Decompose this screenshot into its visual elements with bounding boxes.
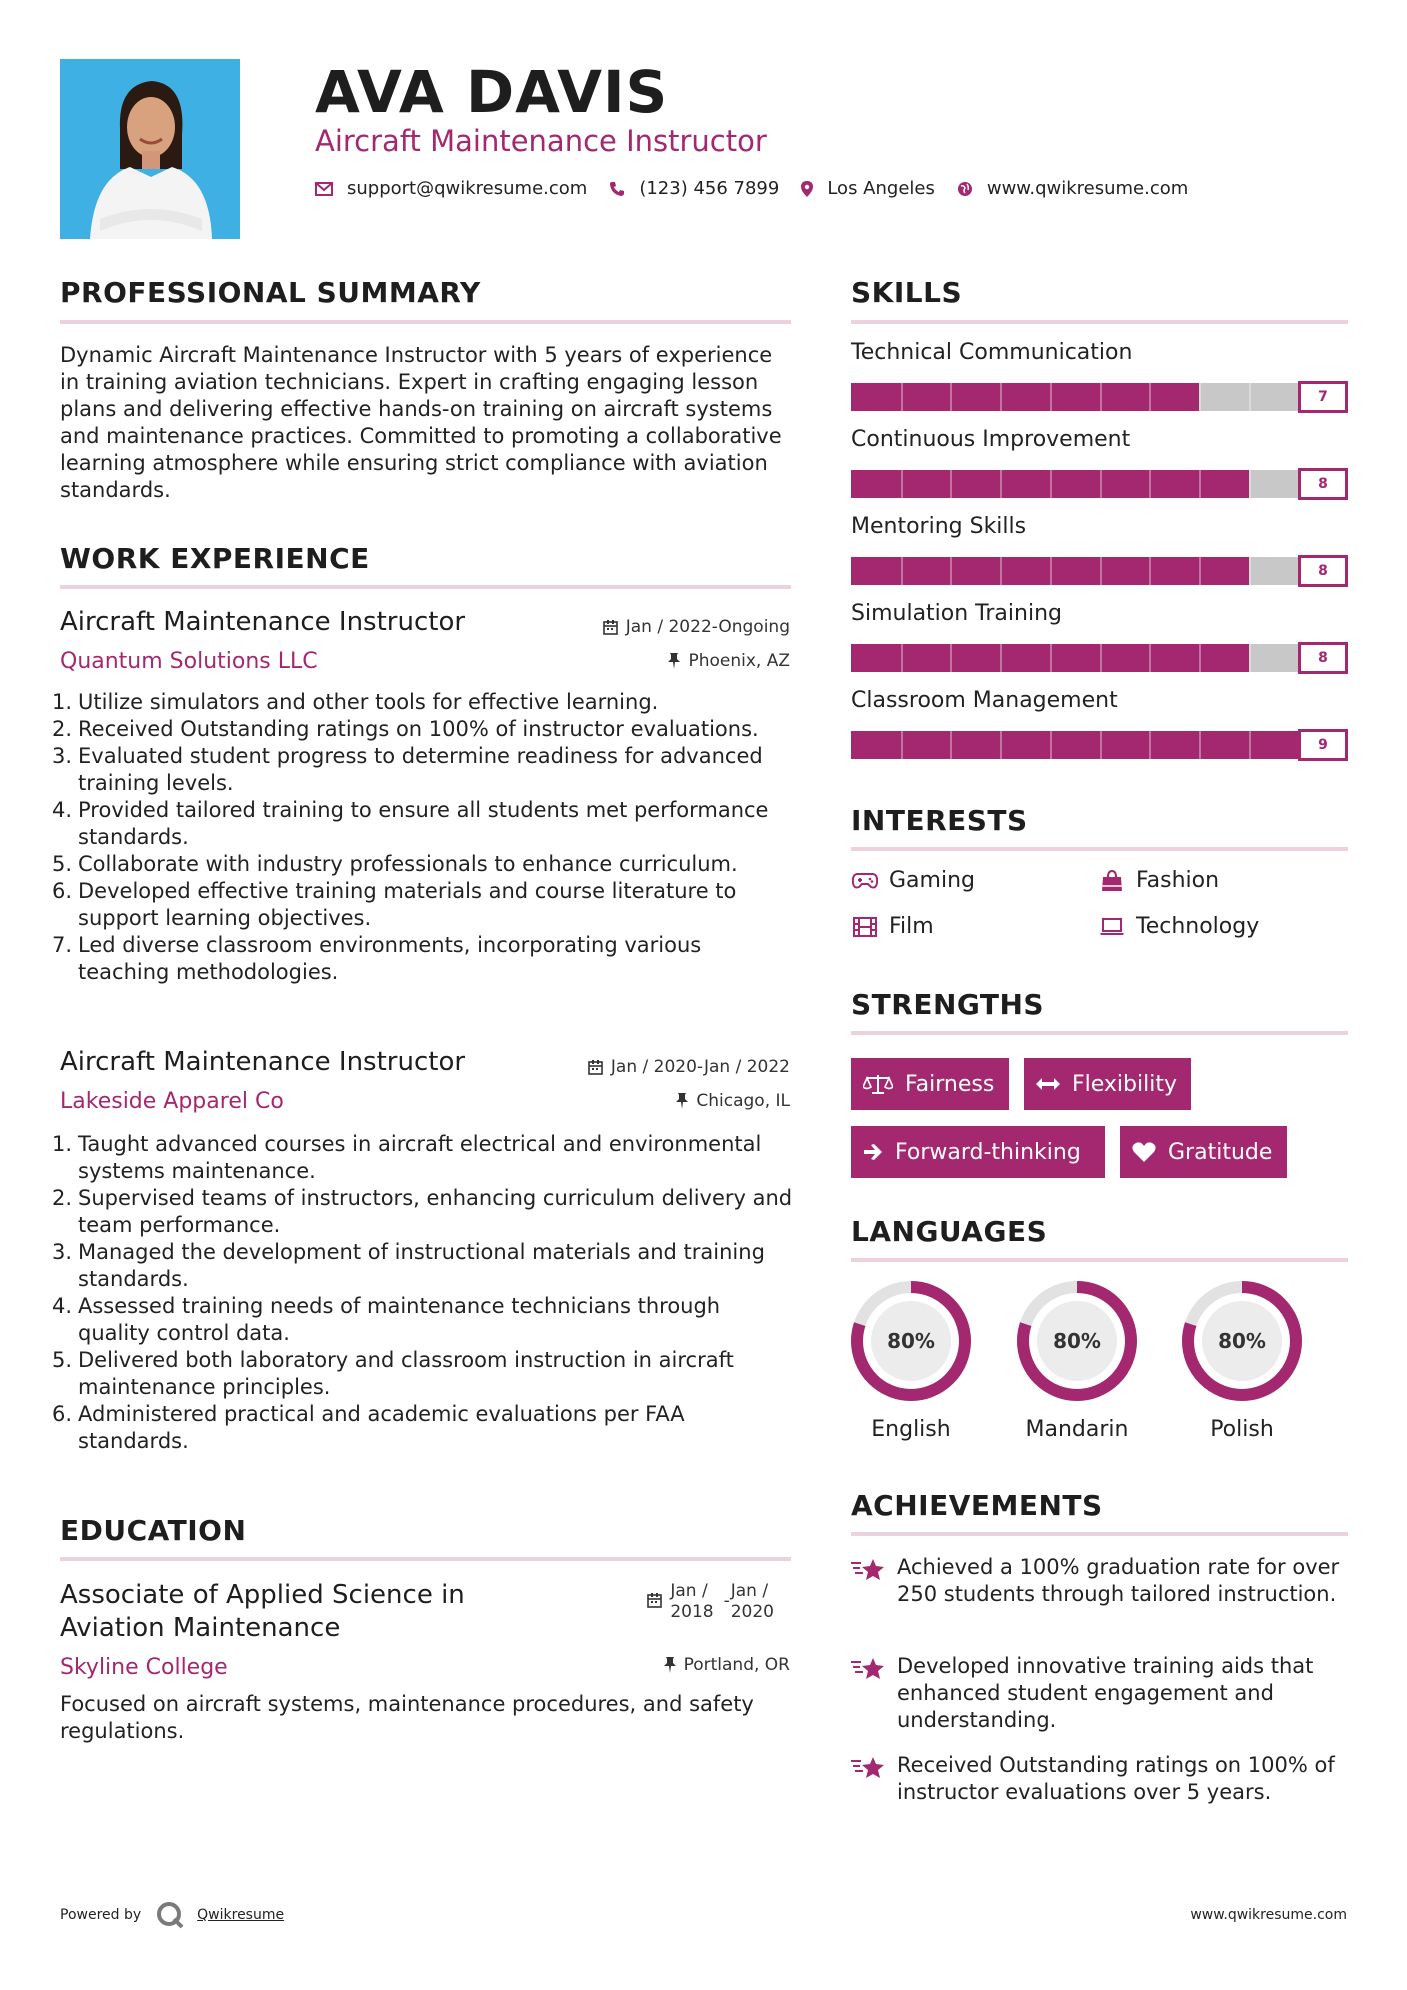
skill-bar-divider <box>1000 644 1002 672</box>
skill-name: Continuous Improvement <box>851 427 1131 452</box>
list-item: 5. Collaborate with industry professionals to enhance curriculum. <box>52 852 738 876</box>
job-dates-text: Jan / 2020-Jan / 2022 <box>610 1057 790 1077</box>
section-heading-experience: WORK EXPERIENCE <box>60 542 370 575</box>
list-item: 3. Evaluated student progress to determine readiness for advanced training levels. <box>52 744 763 795</box>
skill-bar-divider <box>1149 731 1151 759</box>
education-dates <box>647 1581 774 1623</box>
skill-bar-divider <box>950 731 952 759</box>
skill-bar-divider <box>1249 557 1251 585</box>
skill-level-bar <box>851 644 1348 672</box>
skill-score-badge: 8 <box>1298 468 1348 500</box>
job-location-text: Phoenix, AZ <box>688 651 790 671</box>
job-dates <box>588 1057 790 1077</box>
language-percent: 80% <box>887 1329 935 1353</box>
skill-bar-divider <box>901 470 903 498</box>
list-item: 6. Developed effective training materials and course literature to support learning objectives. <box>52 879 737 930</box>
skill-bar-divider <box>901 383 903 411</box>
language-name: Mandarin <box>1025 1417 1129 1442</box>
skill-level-fill <box>851 731 1298 759</box>
interest-fashion: Fashion <box>1098 868 1219 893</box>
shooting-star-icon <box>851 1752 885 1806</box>
job-bullets <box>52 1131 795 1455</box>
education-location <box>664 1655 790 1675</box>
skill-level-fill <box>851 383 1199 411</box>
skill-bar-divider <box>901 731 903 759</box>
contact-website[interactable] <box>957 178 1188 199</box>
skill-bar-divider <box>1149 470 1151 498</box>
education-location-text: Portland, OR <box>683 1655 790 1675</box>
section-divider <box>851 320 1348 324</box>
skill-bar-divider <box>1050 383 1052 411</box>
skill-bar-divider <box>1249 644 1251 672</box>
skill-bar-divider <box>901 557 903 585</box>
calendar-icon <box>603 620 618 635</box>
company-name: Quantum Solutions LLC <box>60 649 318 674</box>
section-divider <box>851 1031 1348 1035</box>
contact-location <box>801 178 935 199</box>
skill-bar-divider <box>1199 557 1201 585</box>
skill-bar-divider <box>1100 644 1102 672</box>
degree-title: Associate of Applied Science in Aviation Maintenance <box>60 1580 465 1643</box>
section-heading-summary: PROFESSIONAL SUMMARY <box>60 276 481 309</box>
laptop-icon <box>1098 916 1126 938</box>
skill-bar-divider <box>1199 644 1201 672</box>
job-location <box>668 651 790 671</box>
skill-name: Simulation Training <box>851 601 1062 626</box>
section-divider <box>851 847 1348 851</box>
skill-level-bar <box>851 383 1348 411</box>
language-item <box>1180 1279 1304 1442</box>
strength-flexibility: Flexibility <box>1024 1058 1191 1110</box>
job-title: Aircraft Maintenance Instructor <box>60 1047 466 1077</box>
section-heading-achievements: ACHIEVEMENTS <box>851 1489 1103 1522</box>
skill-bar-divider <box>1249 731 1251 759</box>
pushpin-icon <box>668 653 680 669</box>
section-heading-languages: LANGUAGES <box>851 1215 1048 1248</box>
strength-forward-thinking: Forward-thinking <box>851 1126 1105 1178</box>
location-text: Los Angeles <box>827 178 935 199</box>
education-description: Focused on aircraft systems, maintenance procedures, and safety regulations. <box>60 1692 754 1743</box>
candidate-name: AVA DAVIS <box>315 58 669 126</box>
balance-scale-icon <box>863 1073 893 1095</box>
list-item: 3. Managed the development of instructional materials and training standards. <box>52 1240 765 1291</box>
skill-level-bar <box>851 731 1348 759</box>
footer-brand-link[interactable]: Qwikresume <box>197 1907 285 1923</box>
strength-fairness: Fairness <box>851 1058 1009 1110</box>
pushpin-icon <box>676 1093 688 1109</box>
skill-bar-divider <box>1249 383 1251 411</box>
pushpin-icon <box>664 1657 676 1673</box>
section-divider <box>851 1258 1348 1262</box>
school-name: Skyline College <box>60 1655 228 1680</box>
skill-bar-divider <box>1000 557 1002 585</box>
list-item: 2. Received Outstanding ratings on 100% of instructor evaluations. <box>52 717 759 741</box>
skill-name: Technical Communication <box>851 340 1133 365</box>
section-divider <box>60 320 791 324</box>
language-name: English <box>871 1417 951 1442</box>
list-item: 7. Led diverse classroom environments, incorporating various teaching methodologies. <box>52 933 702 984</box>
map-pin-icon <box>801 181 813 197</box>
profile-photo <box>60 59 240 239</box>
language-percent: 80% <box>1053 1329 1101 1353</box>
globe-icon <box>957 181 973 197</box>
skill-bar-divider <box>1199 731 1201 759</box>
list-item: 4. Provided tailored training to ensure all students met performance standards. <box>52 798 769 849</box>
section-heading-skills: SKILLS <box>851 276 963 309</box>
contact-phone[interactable] <box>609 178 779 199</box>
arrow-right-icon <box>863 1143 883 1161</box>
skill-bar-divider <box>1000 731 1002 759</box>
skill-level-bar <box>851 557 1348 585</box>
skill-bar-divider <box>1100 470 1102 498</box>
section-heading-strengths: STRENGTHS <box>851 988 1045 1021</box>
footer-website-link[interactable]: www.qwikresume.com <box>1190 1907 1347 1923</box>
company-name: Lakeside Apparel Co <box>60 1089 284 1114</box>
section-heading-education: EDUCATION <box>60 1514 247 1547</box>
interest-film: Film <box>851 914 934 939</box>
job-location-text: Chicago, IL <box>696 1091 790 1111</box>
date-separator: - <box>723 1591 730 1611</box>
skill-score-badge: 8 <box>1298 555 1348 587</box>
email-text: support@qwikresume.com <box>347 178 588 199</box>
website-text: www.qwikresume.com <box>986 178 1189 199</box>
job-dates-text: Jan / 2022-Ongoing <box>625 617 790 637</box>
job-location <box>676 1091 790 1111</box>
skill-bar-divider <box>1149 557 1151 585</box>
achievement-item: Received Outstanding ratings on 100% of instructor evaluations over 5 years. <box>851 1752 1348 1806</box>
skill-name: Mentoring Skills <box>851 514 1027 539</box>
skill-bar-divider <box>950 644 952 672</box>
envelope-icon <box>315 182 333 196</box>
contact-bar <box>315 178 1210 199</box>
section-divider <box>851 1532 1348 1536</box>
qwikresume-logo-icon <box>155 1900 185 1930</box>
skill-bar-divider <box>1149 644 1151 672</box>
skill-bar-divider <box>950 557 952 585</box>
film-icon <box>851 916 879 938</box>
list-item: 1. Utilize simulators and other tools for effective learning. <box>52 690 659 714</box>
interest-technology: Technology <box>1098 914 1259 939</box>
section-divider <box>60 585 791 589</box>
footer-powered-by: Powered by Qwikresume <box>60 1900 284 1930</box>
skill-bar-divider <box>1100 731 1102 759</box>
education-end-date: Jan / 2020 <box>730 1581 774 1622</box>
list-item: 6. Administered practical and academic evaluations per FAA standards. <box>52 1402 685 1453</box>
section-heading-interests: INTERESTS <box>851 804 1028 837</box>
skill-score-badge: 7 <box>1298 381 1348 413</box>
skill-bar-divider <box>950 383 952 411</box>
skill-score-badge: 9 <box>1298 729 1348 761</box>
skill-bar-divider <box>901 644 903 672</box>
job-dates <box>603 617 790 637</box>
heart-icon <box>1132 1142 1156 1162</box>
language-item <box>849 1279 973 1442</box>
language-item <box>1015 1279 1139 1442</box>
strength-gratitude: Gratitude <box>1120 1126 1287 1178</box>
skill-bar-divider <box>1050 644 1052 672</box>
summary-text: Dynamic Aircraft Maintenance Instructor with 5 years of experience in training aviation technicians. Expert in crafting engaging lesson plans and delivering effective hands-on training on aircraft systems and maintenance practices. Committed to promoting a collaborative learning atmosphere while ensuring strict compliance with aviation standards. <box>60 343 782 502</box>
arrows-horizontal-icon <box>1036 1077 1060 1091</box>
gamepad-icon <box>851 870 879 892</box>
language-name: Polish <box>1210 1417 1274 1442</box>
skill-bar-divider <box>1050 557 1052 585</box>
phone-text: (123) 456 7899 <box>639 178 780 199</box>
language-percent: 80% <box>1218 1329 1266 1353</box>
section-divider <box>60 1557 791 1561</box>
profile-photo-illustration <box>60 59 240 239</box>
skill-score-badge: 8 <box>1298 642 1348 674</box>
skill-name: Classroom Management <box>851 688 1118 713</box>
list-item: 2. Supervised teams of instructors, enhancing curriculum delivery and team performance. <box>52 1186 793 1237</box>
list-item: 4. Assessed training needs of maintenance technicians through quality control data. <box>52 1294 721 1345</box>
achievement-item: Achieved a 100% graduation rate for over 250 students through tailored instruction. <box>851 1554 1348 1608</box>
skill-bar-divider <box>1149 383 1151 411</box>
contact-email[interactable] <box>315 178 587 199</box>
skill-bar-divider <box>950 470 952 498</box>
skill-bar-divider <box>1050 731 1052 759</box>
skill-bar-divider <box>1100 557 1102 585</box>
achievement-item: Developed innovative training aids that enhanced student engagement and understanding. <box>851 1653 1348 1734</box>
shooting-star-icon <box>851 1554 885 1608</box>
shooting-star-icon <box>851 1653 885 1734</box>
skill-bar-divider <box>1249 470 1251 498</box>
job-bullets <box>52 689 795 986</box>
list-item: 1. Taught advanced courses in aircraft electrical and environmental systems maintenance. <box>52 1132 762 1183</box>
skill-bar-divider <box>1199 470 1201 498</box>
skill-level-bar <box>851 470 1348 498</box>
candidate-title: Aircraft Maintenance Instructor <box>315 124 767 158</box>
skill-bar-divider <box>1100 383 1102 411</box>
education-start-date: Jan / 2018 <box>670 1581 714 1622</box>
phone-icon <box>609 181 625 197</box>
skill-bar-divider <box>1199 383 1201 411</box>
skill-bar-divider <box>1000 383 1002 411</box>
skill-bar-divider <box>1000 470 1002 498</box>
interest-gaming: Gaming <box>851 868 975 893</box>
job-title: Aircraft Maintenance Instructor <box>60 607 466 637</box>
skill-bar-divider <box>1050 470 1052 498</box>
calendar-icon <box>647 1593 662 1608</box>
list-item: 5. Delivered both laboratory and classroom instruction in aircraft maintenance principles. <box>52 1348 734 1399</box>
calendar-icon <box>588 1060 603 1075</box>
shopping-bag-icon <box>1098 870 1126 892</box>
